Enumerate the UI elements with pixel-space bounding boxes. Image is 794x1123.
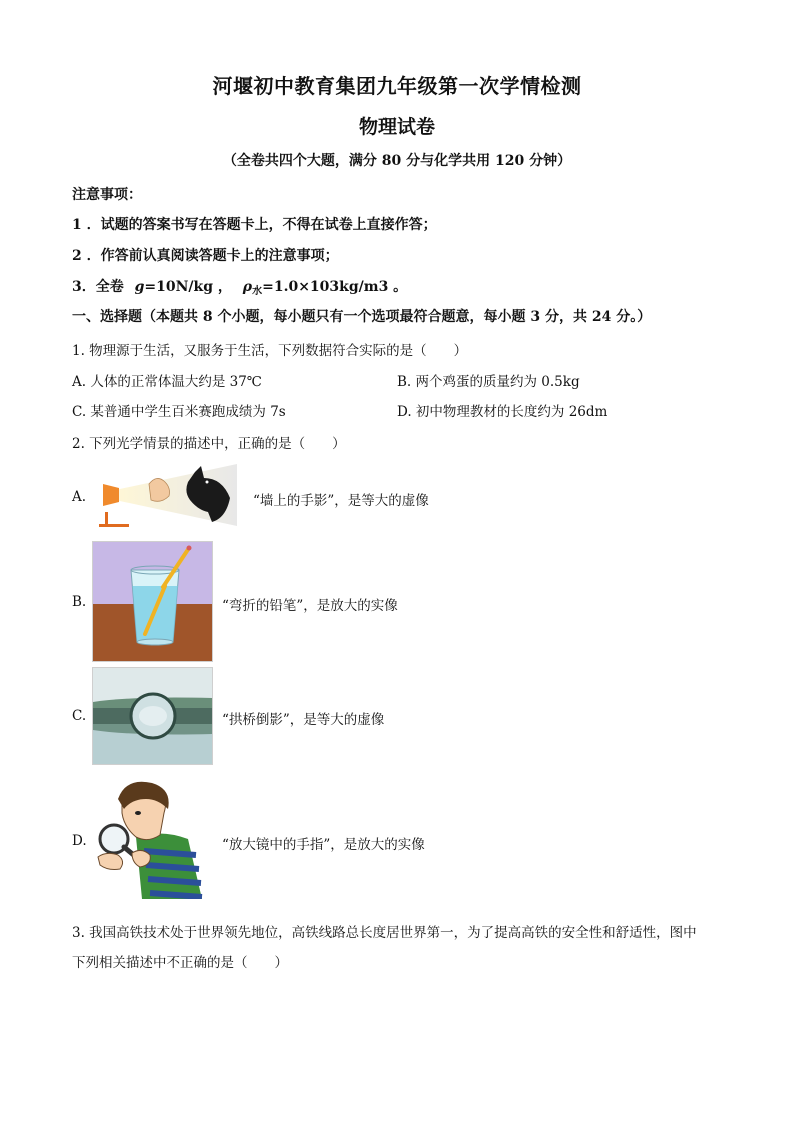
notice-heading: 注意事项： — [72, 187, 142, 203]
notice-item-3 — [72, 276, 407, 297]
q2-option-d-label: D. — [72, 833, 87, 849]
density-subscript: 水 — [252, 286, 263, 297]
hand-shadow-image — [95, 462, 237, 528]
density-symbol: ρ — [242, 279, 253, 295]
exam-scope: （全卷共四个大题，满分 80 分与化学共用 120 分钟） — [222, 153, 572, 169]
q1-option-a: A. 人体的正常体温大约是 37℃ — [72, 374, 262, 390]
q2-option-a-label: A. — [72, 489, 87, 505]
q2-option-c-label: C. — [72, 708, 87, 724]
notice-item-2: 2 ．作答前认真阅读答题卡上的注意事项； — [72, 248, 339, 264]
density-value: =1.0×103kg/m3 。 — [262, 279, 408, 295]
q2-stem: 2. 下列光学情景的描述中，正确的是（ ） — [72, 436, 346, 452]
notice-item-1: 1 ．试题的答案书写在答题卡上，不得在试卷上直接作答； — [72, 217, 437, 233]
q2-option-b-text: “弯折的铅笔”，是放大的实像 — [222, 598, 398, 614]
section-1-heading: 一、选择题（本题共 8 个小题，每小题只有一个选项最符合题意，每小题 3 分，共 24 分。） — [72, 309, 652, 325]
bridge-reflection-image — [92, 667, 213, 765]
q1-option-d: D. 初中物理教材的长度约为 26dm — [397, 404, 608, 420]
magnifier-boy-image — [92, 777, 210, 899]
q1-option-c: C. 某普通中学生百米赛跑成绩为 7s — [72, 404, 286, 420]
gravity-symbol: g — [134, 279, 145, 295]
q3-stem-line-1: 3. 我国高铁技术处于世界领先地位，高铁线路总长度居世界第一，为了提高高铁的安全性和舒适性，图中 — [72, 925, 697, 941]
q3-stem-line-2: 下列相关描述中不正确的是（ ） — [72, 955, 288, 971]
q2-option-b-label: B. — [72, 594, 87, 610]
gravity-value: =10N/kg ， — [144, 279, 232, 295]
q2-option-d-text: “放大镜中的手指”，是放大的实像 — [222, 837, 425, 853]
exam-title: 河堰初中教育集团九年级第一次学情检测 — [212, 74, 582, 98]
q2-option-a-text: “墙上的手影”，是等大的虚像 — [253, 493, 429, 509]
q2-option-c-text: “拱桥倒影”，是等大的虚像 — [222, 712, 385, 728]
exam-subject: 物理试卷 — [358, 116, 435, 138]
bent-pencil-image — [92, 541, 213, 662]
q1-stem: 1. 物理源于生活，又服务于生活，下列数据符合实际的是（ ） — [72, 343, 468, 359]
q1-option-b: B. 两个鸡蛋的质量约为 0.5kg — [397, 374, 580, 390]
notice-item-3-prefix: 3．全卷 — [72, 279, 124, 295]
